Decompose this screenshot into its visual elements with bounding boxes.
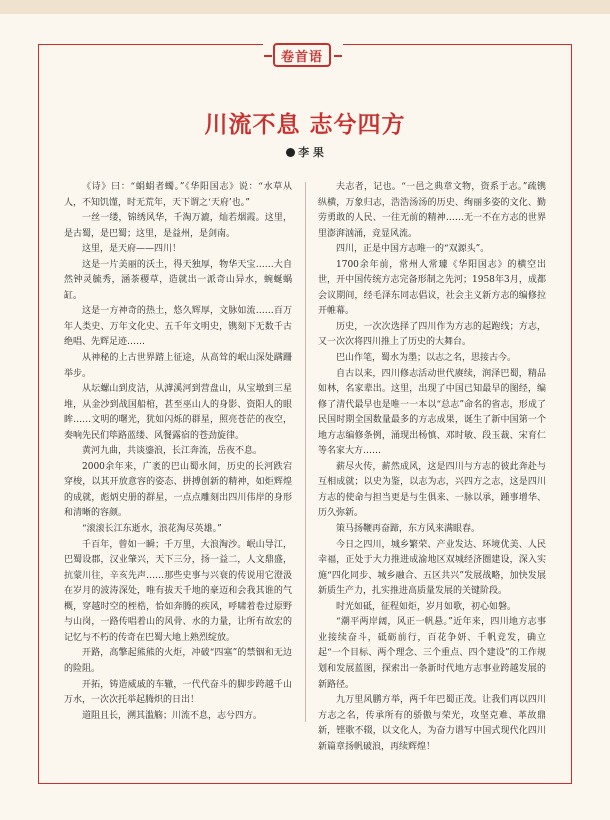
paragraph: 道阻且长，溯其滥觞；川流不息，志兮四方。: [82, 710, 263, 721]
left-column: [64, 180, 292, 724]
paragraph: 从神秘的上古世界踏上征途，从高耸的岷山深处蹒跚举步。: [64, 353, 292, 379]
paragraph: 时光如砥，征程如炬，岁月如歌，初心如磐。: [336, 601, 517, 612]
paragraph: 1700余年前，常州人常璩《华阳国志》的横空出世，开中国传统方志完备形制之先河；1958年3月，成都会议期间，经毛泽东同志倡议，社会主义新方志的编修拉开帷幕。: [318, 259, 546, 317]
paragraph: 自古以来，四川修志活动世代赓续，润泽巴蜀，精品如林，名家辈出。这里，出现了中国已知最早的图经，编修了清代最早也是唯一一本以“总志”命名的省志，形成了民国时期全国数量最多的方志成果，诞生了新中国第一个地方志编修条例，涌现出杨慎、邓时敏、段玉裁、宋育仁等名家大方……: [318, 368, 546, 457]
paragraph: 四川，正是中国方志唯一的“双源头”。: [336, 244, 490, 255]
paragraph: 策马扬鞭再奋蹄，东方风来满眼春。: [336, 524, 481, 535]
paragraph: 黄河九曲，共谈鎏浪，长江奔流，岳夜不息。: [82, 446, 263, 457]
paragraph: 2000余年来，广袤的巴山蜀水间，历史的长河跌宕穿梭，以其开放意容的姿态、拼搏创新的精神，如炬辉煌的成就，彪炳史册的群星，一点点雕刻出四川伟岸的身形和清晰的容颜。: [64, 461, 292, 519]
paragraph: “潮平两岸阔，风正一帆悬。”近年来，四川地方志事业接续奋斗，砥砺前行，百花争妍、千帆竞发，确立起“一个目标、两个理念、三个重点、四个建设”的工作规划和发展蓝图，探索出一条新时代地方志事业跨越发展的新路径。: [318, 617, 546, 690]
top-band: [0, 0, 610, 14]
paragraph: 千百年，曾如一瞬；千万里，大浪淘沙。岷山导江，巴蜀设郡，汉业肇兴，天下三分，扬一益二，人文鼎盛，抗蒙川往，辛亥先声……那些史事与兴衰的传说用它澄汲在岁月的波涛深处，唯有拔天千地的豪迈和会我其谁的气概，穿越时空的桎梏，恰如奔腾的疾风，呼啸着卷过原野与山岗，一路传唱着山的风骨、水的力量，让所有故宏的记忆与不朽的传奇在巴蜀大地上熟烈绽放。: [64, 539, 292, 643]
section-badge: [263, 41, 343, 71]
paragraph: “滚滚长江东逝水，浪花淘尽英雄。”: [82, 524, 222, 535]
article-title: 川流不息 志兮四方: [204, 112, 406, 138]
paragraph: 九万里风鹏方举，两千年巴蜀正茂。让我们再以四川方志之名，传承所有的骄傲与荣光，攻坚克难、革故鼎新，铿歌不辍，以文化人，为奋力谱写中国式现代化四川新篇章扬帆破浪，再续辉煌！: [318, 695, 546, 752]
paragraph: 这里，是天府——四川！: [82, 244, 182, 255]
paragraph: 历史，一次次选择了四川作为方志的起跑线；方志，又一次次将四川推上了历史的大舞台。: [318, 321, 546, 348]
author-bullet-icon: [286, 148, 295, 157]
section-badge-label: 卷首语: [273, 43, 331, 67]
paragraph: 从坛螺山到皮洁，从滹溪河到营盘山，从宝墩到三星堆，从金沙到战国船棺，甚至巫山人的身影、资阳人的眼眸……文明的曙光，犹如闪烁的群星，照亮苍茫的夜空，奏响先民们筚路蓝缕、风餐露宿的苍劲旋律。: [64, 384, 292, 441]
paragraph: 开路，高擎起熊熊的火炬，冲破“四塞”的禁铟和无边的险阻。: [64, 648, 292, 674]
paragraph: 这是一方神奇的热土，悠久辉厚，文脉如流……百万年人类史、万年文化史、五千年文明史，镌刻下无数千古绝唱、先辉足迹……: [64, 306, 292, 348]
paragraph: 这是一片美丽的沃土，得天独厚，物华天宝……大自然钟灵毓秀，涵茶稷草，造就出一派奇山异水，蜿蜒蜗缸。: [64, 259, 292, 301]
badge-rule-right: [334, 55, 342, 57]
paragraph: 今日之四川，城乡繁荣、产业发达、环境优美、人民幸福，正处于大力推进成渝地区双城经济圈建设，深入实施“四化同步、城乡融合、五区共兴”发展战略，加快发展新质生产力，扎实推进高质量发展的关键阶段。: [318, 539, 546, 597]
right-column: [318, 180, 546, 755]
author-line: [0, 144, 610, 160]
column-divider: [305, 182, 306, 722]
author-name: 李 果: [298, 146, 324, 159]
paragraph: 《诗》曰：“蜎蜎者蠋。”《华阳国志》说：“水草从人，不知饥馑，时无荒年，天下谓之‘天府’也。”: [64, 182, 292, 208]
paragraph: 薪尽火传，薪然成风，这是四川与方志的彼此奔赴与互相成就；以史为鉴，以志为志，兴四方之志，这是四川方志的使命与担当更是与生俱来、一脉以承，踵事增华、历久弥新。: [318, 461, 546, 519]
paragraph: 一丝一缕，锦绣风华，千淘万漉，灿若烟霞。这里，是古蜀，是巴蜀；这里，是益州，是剑南。: [64, 213, 292, 239]
paragraph: 开拓，铸造威戚的车辙，一代代奋斗的脚步跨越千山万水，一次次托举起腾炽的日出！: [64, 679, 292, 706]
paragraph: 夫志者，记也。“一邑之典章文物，资系于志。”疏镌纵横，万象归志，浩浩汤汤的历史、绚丽多姿的文化、勤劳勇敢的人民、一往无前的精神……无一不在方志的世界里澎湃汹涌，竞显风流。: [318, 182, 546, 239]
badge-rule-left: [264, 55, 272, 57]
paragraph: 巴山作笔，蜀水为墨；以志之名，思接古今。: [336, 353, 517, 364]
